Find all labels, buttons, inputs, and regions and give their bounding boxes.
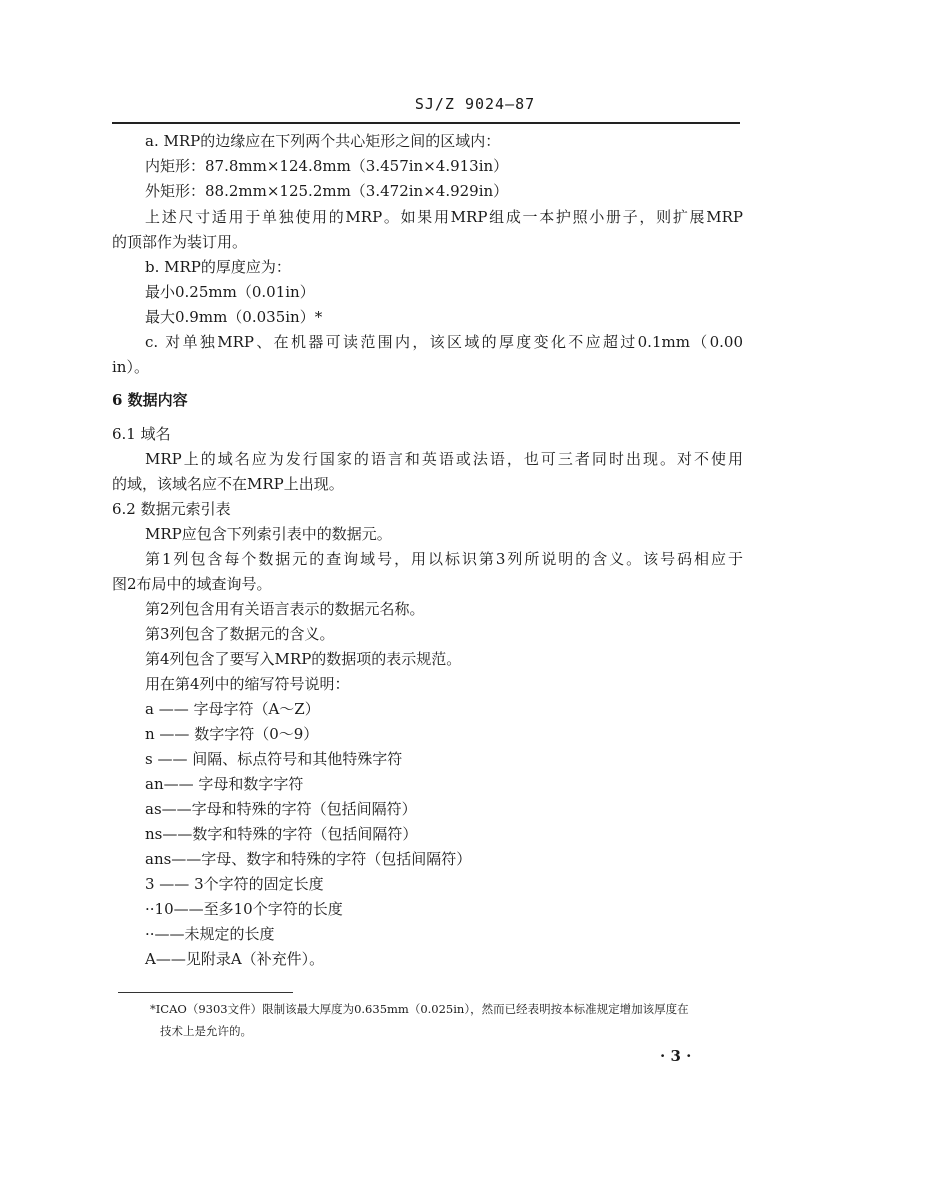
- abbreviation-item: an—— 字母和数字字符: [145, 775, 304, 793]
- abbreviation-item: as——字母和特殊的字符（包括间隔符）: [145, 800, 417, 818]
- paragraph-line: in）。: [112, 358, 149, 376]
- section-6-2-heading: 6.2 数据元索引表: [112, 500, 231, 518]
- max-thickness-text: 最大0.9mm（0.035in）*: [145, 308, 323, 326]
- item-a-text: a. MRP的边缘应在下列两个共心矩形之间的区域内：: [145, 132, 501, 150]
- abbreviation-item: 3 —— 3个字符的固定长度: [145, 875, 324, 893]
- min-thickness-text: 最小0.25mm（0.01in）: [145, 283, 315, 301]
- abbreviation-item: ··10——至多10个字符的长度: [145, 900, 343, 918]
- header-rule: [112, 122, 740, 124]
- outer-rectangle-text: 外矩形：88.2mm×125.2mm（3.472in×4.929in）: [145, 182, 509, 200]
- footnote-rule: [118, 992, 293, 993]
- paragraph-line: 第1列包含每个数据元的查询域号，用以标识第3列所说明的含义。该号码相应于: [145, 550, 743, 568]
- page-number: · 3 ·: [660, 1047, 692, 1065]
- paragraph-line: MRP应包含下列索引表中的数据元。: [145, 525, 392, 543]
- paragraph-line: 第2列包含用有关语言表示的数据元名称。: [145, 600, 425, 618]
- paragraph-line: 的域，该域名应不在MRP上出现。: [112, 475, 344, 493]
- abbreviation-item: s —— 间隔、标点符号和其他特殊字符: [145, 750, 403, 768]
- paragraph-line: 第4列包含了要写入MRP的数据项的表示规范。: [145, 650, 462, 668]
- item-b-text: b. MRP的厚度应为：: [145, 258, 291, 276]
- inner-rectangle-text: 内矩形：87.8mm×124.8mm（3.457in×4.913in）: [145, 157, 509, 175]
- abbreviation-item: a —— 字母字符（A～Z）: [145, 700, 320, 718]
- paragraph-line: 的顶部作为装订用。: [112, 233, 248, 251]
- paragraph-line: 用在第4列中的缩写符号说明：: [145, 675, 350, 693]
- footnote-text: *ICAO（9303文件）限制该最大厚度为0.635mm（0.025in），然而已经表明按本标准规定增加该厚度在: [150, 1002, 689, 1016]
- standard-code-header: SJ/Z 9024—87: [414, 95, 536, 113]
- footnote-text: 技术上是允许的。: [160, 1024, 252, 1038]
- paragraph-line: 上述尺寸适用于单独使用的MRP。如果用MRP组成一本护照小册子，则扩展MRP: [145, 208, 743, 226]
- paragraph-line: 图2布局中的域查询号。: [112, 575, 272, 593]
- section-6-1-heading: 6.1 域名: [112, 425, 171, 443]
- abbreviation-item: ns——数字和特殊的字符（包括间隔符）: [145, 825, 418, 843]
- abbreviation-item: ans——字母、数字和特殊的字符（包括间隔符）: [145, 850, 472, 868]
- abbreviation-item: ··——未规定的长度: [145, 925, 275, 943]
- paragraph-line: 第3列包含了数据元的含义。: [145, 625, 335, 643]
- paragraph-line: MRP上的域名应为发行国家的语言和英语或法语，也可三者同时出现。对不使用: [145, 450, 743, 468]
- section-6-heading: 6 数据内容: [112, 391, 188, 409]
- item-c-text: c. 对单独MRP、在机器可读范围内，该区域的厚度变化不应超过0.1mm（0.00: [145, 333, 743, 351]
- abbreviation-item: n —— 数字字符（0～9）: [145, 725, 319, 743]
- abbreviation-item: A——见附录A（补充件）。: [145, 950, 325, 968]
